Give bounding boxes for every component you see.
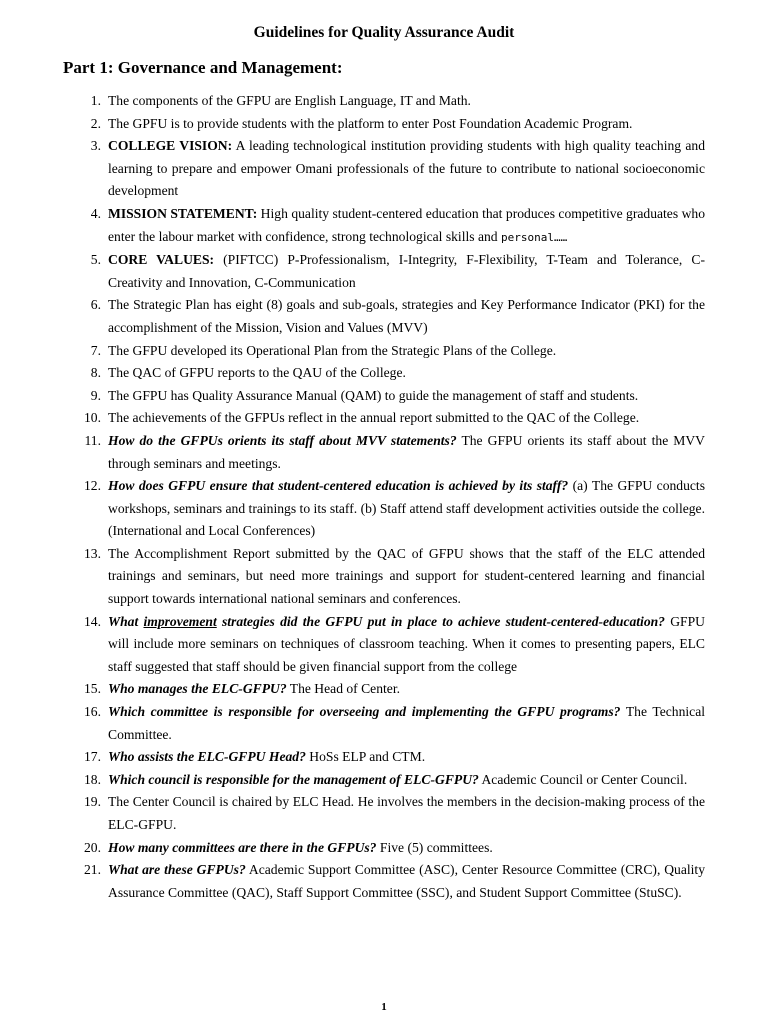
item-question: Who manages the ELC-GFPU? (108, 681, 287, 697)
list-item: 1. The components of the GFPU are English Language, IT and Math. (90, 93, 471, 108)
item-question: What are these GFPUs? (108, 862, 246, 878)
list-item: 18. Which council is responsible for the management of ELC-GFPU? Academic Council or Center Council. (84, 771, 688, 787)
list-item: 12. How does GFPU ensure that student-centered education is achieved by its staff? (a) The GFPU conducts workshops, seminars and trainings to its staff. (b) Staff attend staff development activities outside the college. (International and Local Conferences) (84, 478, 705, 539)
item-question: Who assists the ELC-GFPU Head? (108, 749, 306, 765)
document-title: Guidelines for Quality Assurance Audit (253, 24, 515, 41)
list-item: 17. Who assists the ELC-GFPU Head? HoSs ELP and CTM. (84, 749, 426, 765)
guideline-list (71, 90, 705, 904)
list-item: 11. How do the GFPUs orients its staff about MVV statements? The GFPU orients its staff about the MVV through seminars and meetings. (84, 432, 705, 471)
list-item: 13. The Accomplishment Report submitted by the QAC of GFPU shows that the staff of the ELC attended trainings and seminars, but need more trainings and support for student-centered learning and financial support towards international national seminars and conferences. (84, 545, 705, 607)
list-item: 10. The achievements of the GFPUs reflect in the annual report submitted to the QAC of the College. (84, 410, 640, 426)
item-question: How does GFPU ensure that student-centered education is achieved by its staff? (108, 478, 569, 494)
list-item: 15. Who manages the ELC-GFPU? The Head of Center. (84, 681, 400, 697)
item-question: Which committee is responsible for overseeing and implementing the GFPU programs? (108, 704, 621, 720)
item-label: COLLEGE VISION: (108, 138, 233, 154)
list-item: 8. The QAC of GFPU reports to the QAU of the College. (90, 365, 406, 381)
list-item: 9. The GFPU has Quality Assurance Manual (QAM) to guide the management of staff and students. (90, 387, 639, 403)
item-question: Which council is responsible for the management of ELC-GFPU? (108, 771, 479, 787)
page-number: 1 (381, 1001, 387, 1013)
item-question: What improvement strategies did the GFPU put in place to achieve student-centered-education? (108, 613, 665, 629)
list-item: 14. What improvement strategies did the GFPU put in place to achieve student-centered-education? GFPU will include more seminars on techniques of classroom teaching. When it comes to presenting papers, ELC staff suggested that staff should be given financial support from the college (84, 613, 705, 674)
list-item: 16. Which committee is responsible for overseeing and implementing the GFPU programs? The Technical Committee. (84, 704, 706, 742)
item-label: MISSION STATEMENT: (108, 205, 258, 221)
list-item: 2. The GPFU is to provide students with the platform to enter Post Foundation Academic Program. (90, 115, 633, 131)
list-item: 3. COLLEGE VISION: A leading technological institution providing students with high quality teaching and learning to prepare and empower Omani professionals of the future to contribute to national socioeconomic development (90, 138, 705, 199)
list-item: 21. What are these GFPUs? Academic Support Committee (ASC), Center Resource Committee (CRC), Quality Assurance Committee (QAC), Staff Support Committee (SSC), and Student Support Committee (StuSC). (84, 862, 705, 900)
list-item: 5. CORE VALUES: (PIFTCC) P-Professionalism, I-Integrity, F-Flexibility, T-Team and Tolerance, C-Creativity and Innovation, C-Communication (90, 252, 705, 290)
list-item: 20. How many committees are there in the GFPUs? Five (5) committees. (84, 839, 493, 855)
part-heading: Part 1: Governance and Management: (63, 58, 343, 77)
list-item: 6. The Strategic Plan has eight (8) goals and sub-goals, strategies and Key Performance Indicator (PKI) for the accomplishment of the Mission, Vision and Values (MVV) (90, 297, 705, 335)
list-item: 19. The Center Council is chaired by ELC Head. He involves the members in the decision-making process of the ELC-GFPU. (84, 794, 705, 832)
item-question: How many committees are there in the GFPUs? (108, 839, 377, 855)
list-item: 4. MISSION STATEMENT: High quality student-centered education that produces competitive graduates who enter the labour market with confidence, strong technological skills and personal…… (90, 205, 705, 244)
item-question: How do the GFPUs orients its staff about MVV statements? (108, 432, 457, 448)
item-label: CORE VALUES: (108, 252, 215, 268)
list-item: 7. The GFPU developed its Operational Plan from the Strategic Plans of the College. (90, 342, 557, 358)
